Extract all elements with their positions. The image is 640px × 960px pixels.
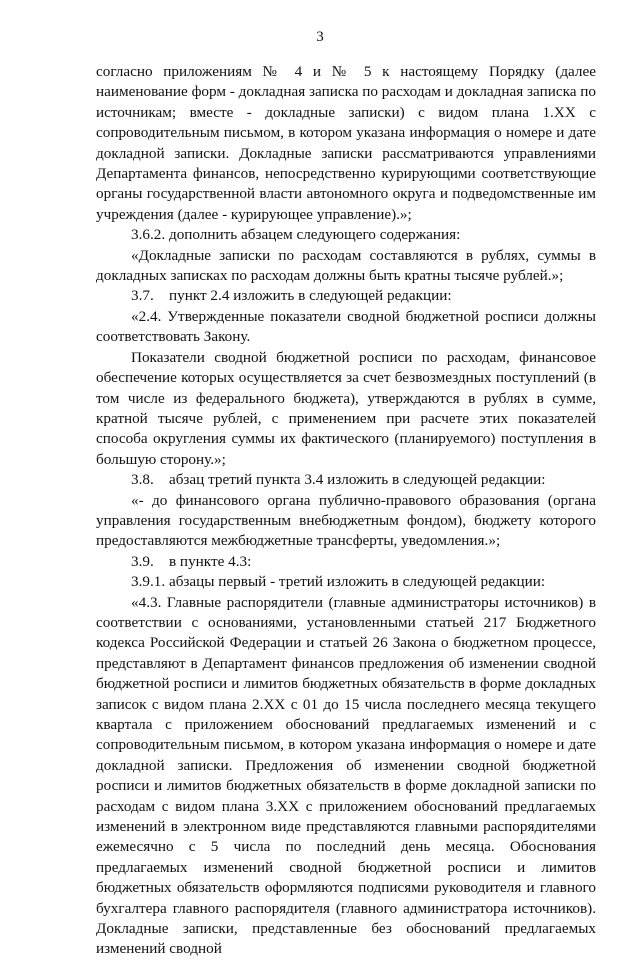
paragraph-4: 3.7. пункт 2.4 изложить в следующей редакции: (131, 287, 452, 305)
paragraph-8: «- до финансового органа публично-правового образования (органа управления государственным внебюджетным фондом), бюджету которого предоставляются межбюджетные трансферты, уведомления.»; (96, 491, 596, 550)
paragraph-9: 3.9. в пункте 4.3: (131, 552, 252, 570)
paragraph-5: «2.4. Утвержденные показатели сводной бюджетной росписи должны соответствовать Закону. (96, 307, 596, 346)
paragraph-10: 3.9.1. абзацы первый - третий изложить в следующей редакции: (131, 573, 546, 591)
page-number: 3 (316, 29, 324, 45)
paragraph-2: 3.6.2. дополнить абзацем следующего содержания: (131, 226, 461, 244)
paragraph-6: Показатели сводной бюджетной росписи по расходам, финансовое обеспечение которых осуществляется за счет безвозмездных поступлений (в том числе из федерального бюджета), утверждаются в рублях в сумме, кратной тысяче рублей, с применением при расчете этих показателей способа округления суммы их фактического (планируемого) поступления в большую сторону.»; (96, 348, 596, 468)
document-body (96, 62, 596, 960)
paragraph-1: согласно приложениям № 4 и № 5 к настоящему Порядку (далее наименование форм - докладная записка по расходам и докладная записка по источникам; вместе - докладные записки) с видом плана 1.XX с сопроводительным письмом, в котором указана информация о номере и дате докладной записки. Докладные записки рассматриваются управлениями Департамента финансов, непосредственно курирующими соответствующие органы государственной власти автономного округа и подведомственные им учреждения (далее - курирующее управление).»; (96, 63, 596, 223)
paragraph-11: «4.3. Главные распорядители (главные администраторы источников) в соответствии с основаниями, установленными статьей 217 Бюджетного кодекса Российской Федерации и статьей 26 Закона о бюджетном процессе, представляют в Департамент финансов предложения об изменении сводной бюджетной росписи и лимитов бюджетных обязательств в форме докладных записок с видом плана 2.XX с 01 до 15 числа последнего месяца текущего квартала с приложением обоснований предлагаемых изменений и с сопроводительным письмом, в котором указана информация о номере и дате докладной записки. Предложения об изменении сводной бюджетной росписи и лимитов бюджетных обязательств в форме докладной записки по расходам с видом плана 3.XX с приложением обоснований предлагаемых изменений в электронном виде представляются главными распорядителями ежемесячно с 5 числа по последний день месяца. Обоснования предлагаемых изменений сводной бюджетной росписи и лимитов бюджетных обязательств оформляются подписями руководителя и главного бухгалтера главного распорядителя (главного администратора источников). Докладные записки, представленные без обоснований предлагаемых изменений сводной (96, 593, 596, 958)
paragraph-7: 3.8. абзац третий пункта 3.4 изложить в следующей редакции: (131, 471, 546, 489)
paragraph-3: «Докладные записки по расходам составляются в рублях, суммы в докладных записках по расходам должны быть кратны тысяче рублей.»; (96, 246, 596, 285)
